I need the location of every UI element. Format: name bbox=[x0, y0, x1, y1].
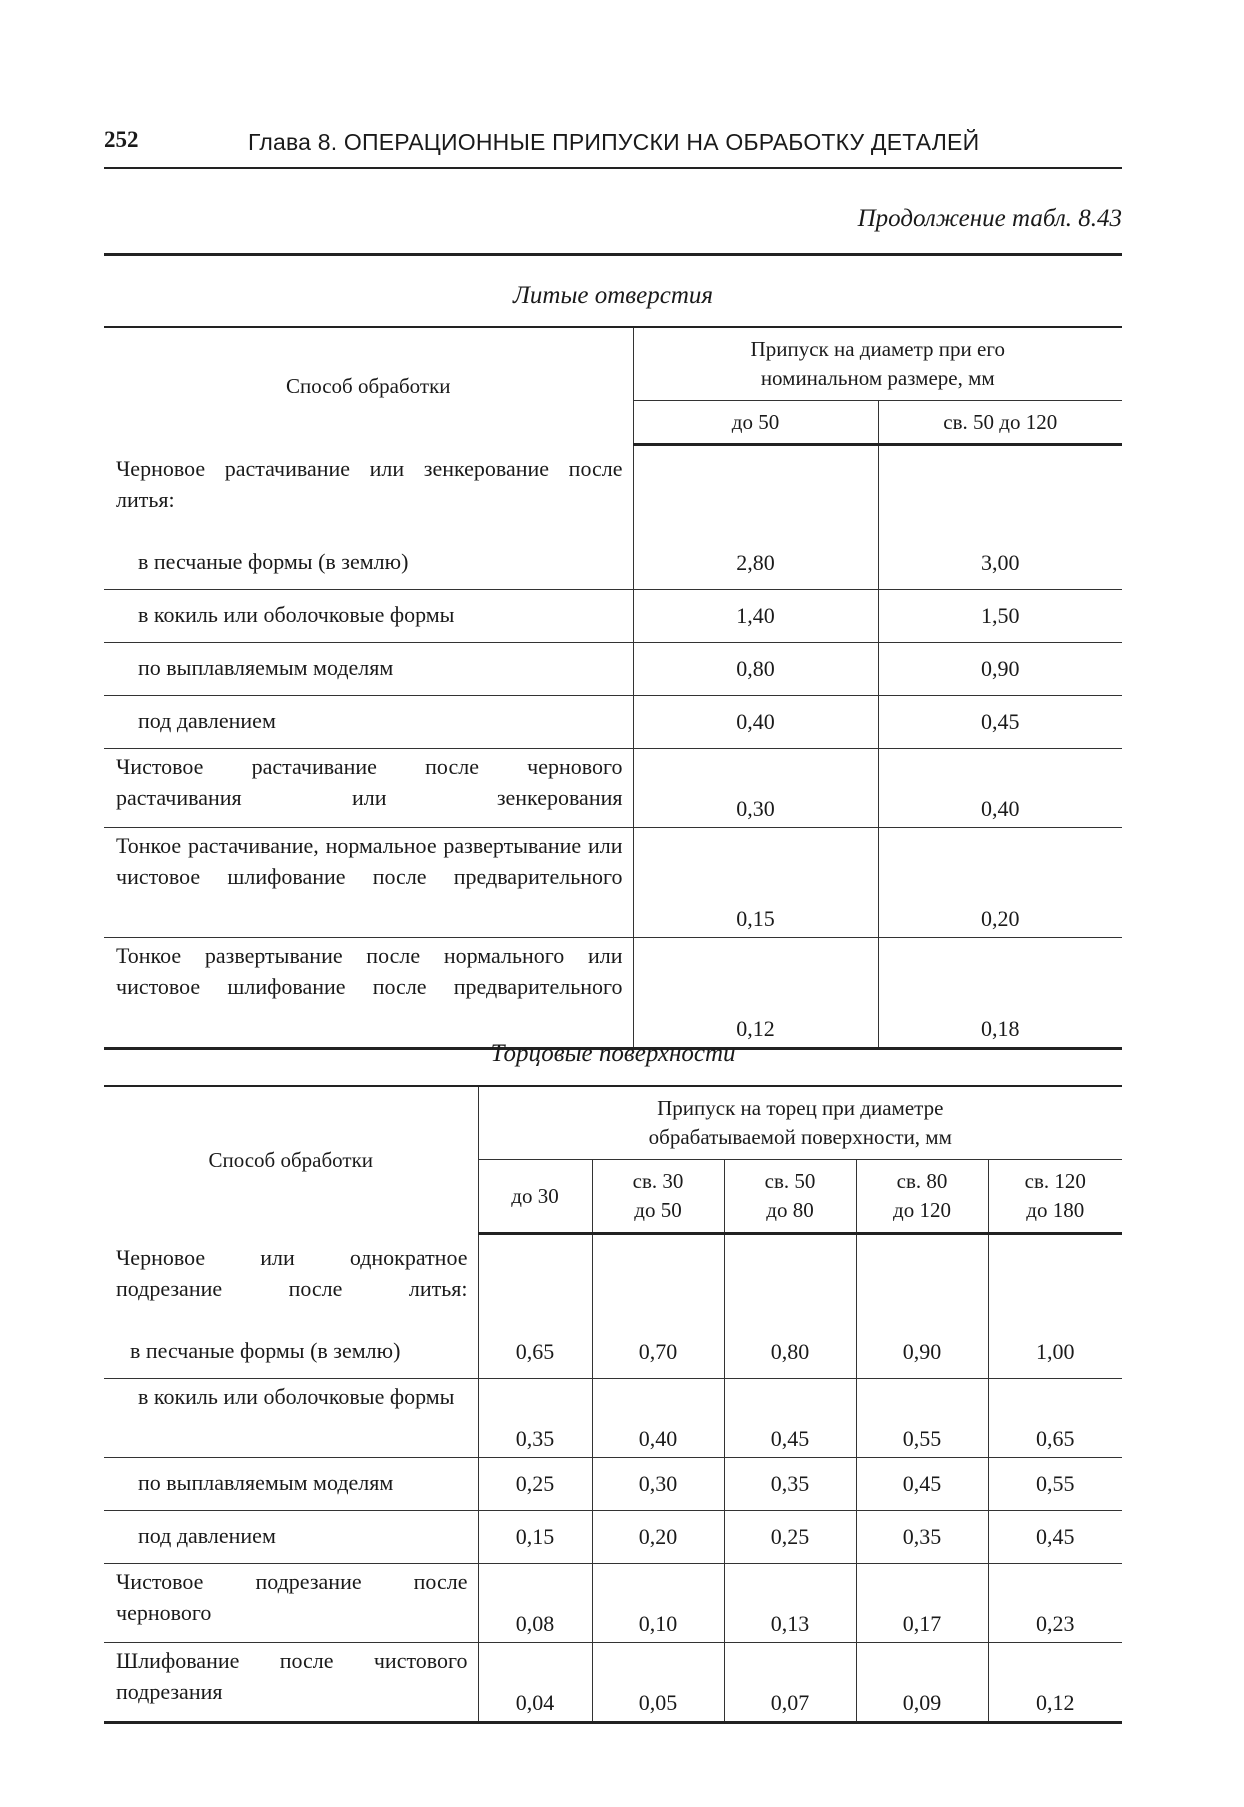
column-header bbox=[478, 1160, 592, 1234]
column-header bbox=[592, 1160, 724, 1234]
table-row bbox=[104, 642, 1122, 695]
value-cell: 0,07 bbox=[724, 1642, 856, 1722]
value-cell bbox=[878, 445, 1122, 537]
value-cell: 0,12 bbox=[633, 937, 878, 1048]
column-header bbox=[988, 1160, 1122, 1234]
value-cell bbox=[724, 1234, 856, 1326]
method-cell: под давлением bbox=[104, 1510, 478, 1563]
value-cell bbox=[856, 1234, 988, 1326]
column-header-line1: до 30 bbox=[511, 1183, 559, 1208]
table-continuation-label: Продолжение табл. 8.43 bbox=[857, 205, 1122, 232]
column-header: до 50 bbox=[633, 401, 878, 445]
column-header-line1: св. 50 bbox=[764, 1169, 816, 1193]
method-cell: в песчаные формы (в землю) bbox=[104, 1326, 478, 1379]
value-cell: 0,70 bbox=[592, 1326, 724, 1379]
value-cell: 0,13 bbox=[724, 1563, 856, 1642]
value-cell: 0,15 bbox=[478, 1510, 592, 1563]
allowance-group-header: Припуск на диаметр при его номинальном размере, мм bbox=[633, 327, 1122, 401]
value-cell: 1,40 bbox=[633, 589, 878, 642]
value-cell: 0,12 bbox=[988, 1642, 1122, 1722]
table-row bbox=[104, 537, 1122, 590]
value-cell: 0,55 bbox=[988, 1457, 1122, 1510]
table-row bbox=[104, 1378, 1122, 1457]
value-cell bbox=[988, 1234, 1122, 1326]
table-row bbox=[104, 1510, 1122, 1563]
value-cell: 0,90 bbox=[856, 1326, 988, 1379]
column-header-line2: до 180 bbox=[1026, 1198, 1085, 1222]
value-cell: 0,09 bbox=[856, 1642, 988, 1722]
column-header-line1: св. 120 bbox=[1024, 1169, 1086, 1193]
method-cell: Чистовое растачивание после чернового растачивания или зенкерования bbox=[104, 748, 633, 827]
value-cell: 0,15 bbox=[633, 827, 878, 937]
value-cell: 0,45 bbox=[988, 1510, 1122, 1563]
method-cell: под давлением bbox=[104, 695, 633, 748]
value-cell: 0,20 bbox=[878, 827, 1122, 937]
column-header bbox=[856, 1160, 988, 1234]
page-number: 252 bbox=[104, 127, 139, 152]
value-cell: 0,80 bbox=[633, 642, 878, 695]
table-row bbox=[104, 1563, 1122, 1642]
method-cell: в песчаные формы (в землю) bbox=[104, 537, 633, 590]
value-cell: 0,35 bbox=[478, 1378, 592, 1457]
table-top-rule bbox=[104, 253, 1122, 256]
column-header bbox=[724, 1160, 856, 1234]
value-cell: 0,40 bbox=[633, 695, 878, 748]
value-cell bbox=[633, 445, 878, 537]
table-row bbox=[104, 1457, 1122, 1510]
method-header: Способ обработки bbox=[104, 1086, 478, 1234]
table-row bbox=[104, 695, 1122, 748]
table-row bbox=[104, 1326, 1122, 1379]
value-cell: 0,55 bbox=[856, 1378, 988, 1457]
value-cell: 0,25 bbox=[478, 1457, 592, 1510]
method-cell: в кокиль или оболочковые формы bbox=[104, 1378, 478, 1457]
value-cell: 1,00 bbox=[988, 1326, 1122, 1379]
value-cell: 0,20 bbox=[592, 1510, 724, 1563]
end-faces-table bbox=[104, 1085, 1122, 1724]
table-row bbox=[104, 827, 1122, 937]
value-cell bbox=[478, 1234, 592, 1326]
table-row bbox=[104, 589, 1122, 642]
column-header-line2: до 120 bbox=[893, 1198, 951, 1222]
method-cell: Тонкое развертывание после нормального или чистовое шлифование после предварительного bbox=[104, 937, 633, 1048]
section-title-cast-holes: Литые отверстия bbox=[512, 282, 714, 309]
value-cell: 0,45 bbox=[724, 1378, 856, 1457]
column-header-line2: до 50 bbox=[634, 1198, 682, 1222]
method-cell: Тонкое растачивание, нормальное развертывание или чистовое шлифование после предварительного bbox=[104, 827, 633, 937]
value-cell: 0,35 bbox=[724, 1457, 856, 1510]
allowance-group-header: Припуск на торец при диаметре обрабатываемой поверхности, мм bbox=[478, 1086, 1122, 1160]
value-cell: 0,17 bbox=[856, 1563, 988, 1642]
value-cell bbox=[592, 1234, 724, 1326]
section-title-end-faces: Торцовые поверхности bbox=[490, 1040, 736, 1067]
table-row bbox=[104, 445, 1122, 537]
value-cell: 0,80 bbox=[724, 1326, 856, 1379]
value-cell: 0,05 bbox=[592, 1642, 724, 1722]
value-cell: 0,30 bbox=[592, 1457, 724, 1510]
value-cell: 0,25 bbox=[724, 1510, 856, 1563]
value-cell: 0,04 bbox=[478, 1642, 592, 1722]
column-header-line2: до 80 bbox=[766, 1198, 814, 1222]
value-cell: 0,65 bbox=[988, 1378, 1122, 1457]
page-header bbox=[104, 127, 1122, 169]
value-cell: 0,40 bbox=[592, 1378, 724, 1457]
column-header-line1: св. 80 bbox=[896, 1169, 948, 1193]
method-cell: Шлифование после чистового подрезания bbox=[104, 1642, 478, 1722]
value-cell: 0,18 bbox=[878, 937, 1122, 1048]
value-cell: 0,30 bbox=[633, 748, 878, 827]
method-cell: по выплавляемым моделям bbox=[104, 1457, 478, 1510]
column-header-line1: св. 30 bbox=[632, 1169, 684, 1193]
value-cell: 0,40 bbox=[878, 748, 1122, 827]
value-cell: 1,50 bbox=[878, 589, 1122, 642]
value-cell: 0,10 bbox=[592, 1563, 724, 1642]
method-cell: Черновое или однократное подрезание после литья: bbox=[116, 1244, 468, 1301]
table-row bbox=[104, 937, 1122, 1048]
value-cell: 0,23 bbox=[988, 1563, 1122, 1642]
value-cell: 0,35 bbox=[856, 1510, 988, 1563]
method-cell: Чистовое подрезание после чернового bbox=[104, 1563, 478, 1642]
method-cell: по выплавляемым моделям bbox=[104, 642, 633, 695]
cast-holes-table bbox=[104, 326, 1122, 1050]
value-cell: 0,90 bbox=[878, 642, 1122, 695]
table-row bbox=[104, 1234, 1122, 1326]
value-cell: 3,00 bbox=[878, 537, 1122, 590]
table-row bbox=[104, 1642, 1122, 1722]
value-cell: 0,08 bbox=[478, 1563, 592, 1642]
value-cell: 0,45 bbox=[878, 695, 1122, 748]
value-cell: 2,80 bbox=[633, 537, 878, 590]
method-cell: Черновое растачивание или зенкерование после литья: bbox=[116, 455, 623, 512]
column-header: св. 50 до 120 bbox=[878, 401, 1122, 445]
table-row bbox=[104, 748, 1122, 827]
value-cell: 0,45 bbox=[856, 1457, 988, 1510]
running-title: Глава 8. ОПЕРАЦИОННЫЕ ПРИПУСКИ НА ОБРАБОТКУ ДЕТАЛЕЙ bbox=[248, 129, 980, 155]
value-cell: 0,65 bbox=[478, 1326, 592, 1379]
method-cell: в кокиль или оболочковые формы bbox=[104, 589, 633, 642]
method-header: Способ обработки bbox=[104, 327, 633, 445]
